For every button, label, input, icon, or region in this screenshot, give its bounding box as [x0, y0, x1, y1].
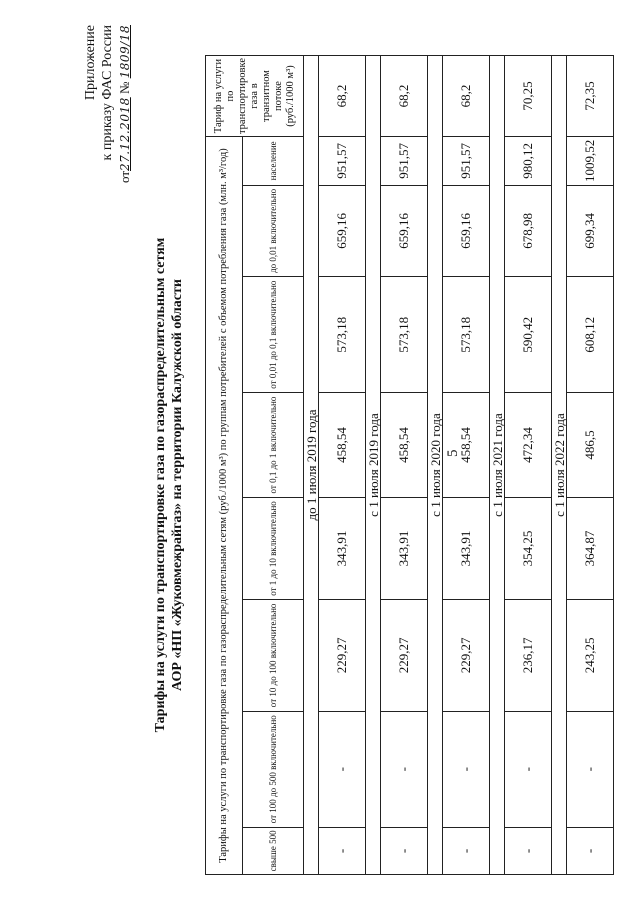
table-cell: - — [443, 827, 490, 874]
table-cell: 659,16 — [443, 185, 490, 276]
table-cell: 951,57 — [319, 137, 366, 186]
table-cell: 951,57 — [381, 137, 428, 186]
appendix-block — [82, 25, 134, 225]
table-cell: 364,87 — [567, 497, 614, 599]
table-cell: 68,2 — [443, 56, 490, 137]
table-cell: - — [567, 827, 614, 874]
handwritten-number: 1809/18 — [118, 25, 132, 79]
period-row — [552, 56, 567, 875]
header-row-main — [206, 56, 243, 875]
column-header: от 10 до 100 включительно — [243, 600, 304, 712]
main-header: Тарифы на услуги по транспортировке газа по газораспределительным сетям (руб./1000 м³) по группам потребителей с объемом потребления газа (млн. м³/год) — [206, 137, 243, 875]
period-label: с 1 июля 2020 года — [428, 56, 443, 875]
table-row — [443, 56, 490, 875]
table-cell: 343,91 — [381, 497, 428, 599]
handwritten-date: 27.12.2018 — [118, 97, 132, 171]
table-cell: 458,54 — [319, 393, 366, 498]
table-row — [567, 56, 614, 875]
table-cell: 608,12 — [567, 277, 614, 393]
table-cell: 590,42 — [505, 277, 552, 393]
column-header: от 0,1 до 1 включительно — [243, 393, 304, 498]
table-cell: 68,2 — [381, 56, 428, 137]
column-header: до 0,01 включительно — [243, 185, 304, 276]
table-cell: - — [319, 711, 366, 827]
table-cell: - — [505, 827, 552, 874]
table-cell: - — [381, 711, 428, 827]
period-row — [304, 56, 319, 875]
page-number: 5 — [445, 449, 461, 457]
table-cell: 236,17 — [505, 600, 552, 712]
table-row — [319, 56, 366, 875]
table-cell: 243,25 — [567, 600, 614, 712]
table-cell: 229,27 — [319, 600, 366, 712]
table-row — [505, 56, 552, 875]
period-label: до 1 июля 2019 года — [304, 56, 319, 875]
table-cell: 229,27 — [443, 600, 490, 712]
transit-header: Тариф на услуги по транспортировке газа в транзитном потоке (руб./1000 м³) — [206, 56, 304, 137]
table-cell: 70,25 — [505, 56, 552, 137]
table-cell: 486,5 — [567, 393, 614, 498]
appendix-line-1: Приложение — [83, 25, 98, 101]
period-row — [366, 56, 381, 875]
date-prefix: от — [117, 170, 132, 183]
title-line-2: АОР «НП «Жуковмежрайгаз» на территории Калужской области — [170, 279, 185, 691]
period-row — [490, 56, 505, 875]
title-line-1: Тарифы на услуги по транспортировке газа по газораспределительным сетям — [153, 237, 168, 733]
table-cell: 72,35 — [567, 56, 614, 137]
period-label: с 1 июля 2022 года — [552, 56, 567, 875]
table-cell: 573,18 — [443, 277, 490, 393]
table-cell: 343,91 — [443, 497, 490, 599]
table-cell: 343,91 — [319, 497, 366, 599]
table-cell: - — [567, 711, 614, 827]
number-prefix: № — [117, 81, 132, 95]
period-row — [428, 56, 443, 875]
table-cell: 573,18 — [381, 277, 428, 393]
table-cell: - — [319, 827, 366, 874]
table-cell: 659,16 — [319, 185, 366, 276]
header-row-columns — [243, 56, 304, 875]
table-cell: 354,25 — [505, 497, 552, 599]
table-cell: 951,57 — [443, 137, 490, 186]
table-cell: 699,34 — [567, 185, 614, 276]
appendix-line-3 — [116, 25, 134, 225]
period-label: с 1 июля 2021 года — [490, 56, 505, 875]
table-cell: 458,54 — [381, 393, 428, 498]
tariff-table — [205, 55, 614, 875]
table-cell: 659,16 — [381, 185, 428, 276]
table-cell: 472,34 — [505, 393, 552, 498]
column-header: от 0,01 до 0,1 включительно — [243, 277, 304, 393]
table-cell: 229,27 — [381, 600, 428, 712]
document-title — [152, 125, 186, 845]
period-label: с 1 июля 2019 года — [366, 56, 381, 875]
column-header: население — [243, 137, 304, 186]
table-cell: - — [381, 827, 428, 874]
table-cell: 1009,52 — [567, 137, 614, 186]
table-cell: 68,2 — [319, 56, 366, 137]
table-cell: 678,98 — [505, 185, 552, 276]
column-header: свыше 500 — [243, 827, 304, 874]
table-cell: 458,54 — [443, 393, 490, 498]
table-cell: - — [443, 711, 490, 827]
table-cell: 980,12 — [505, 137, 552, 186]
table-row — [381, 56, 428, 875]
table-cell: 573,18 — [319, 277, 366, 393]
appendix-line-2: к приказу ФАС России — [100, 25, 115, 161]
table-cell: - — [505, 711, 552, 827]
column-header: от 1 до 10 включительно — [243, 497, 304, 599]
column-header: от 100 до 500 включительно — [243, 711, 304, 827]
